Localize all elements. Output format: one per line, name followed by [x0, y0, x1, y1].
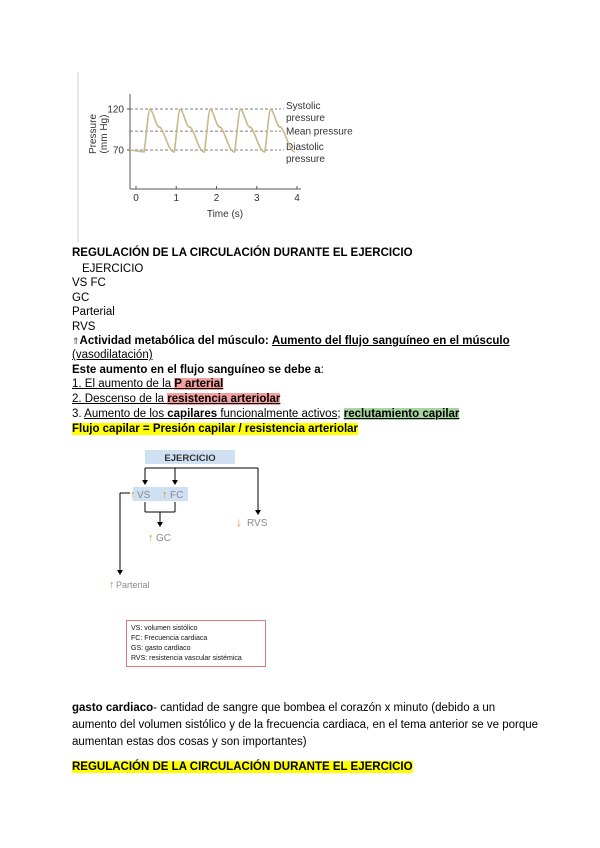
list-item-parterial: Parterial	[72, 306, 115, 318]
arrowhead-parterial	[117, 570, 123, 575]
list-item-ejercicio: EJERCICIO	[82, 263, 144, 275]
up-arrow-icon: ⇑	[72, 336, 80, 346]
x-tick-label: 3	[253, 193, 260, 204]
muscle-activity-line	[72, 334, 510, 348]
vasodilatation-note: (vasodilatación)	[72, 349, 153, 361]
x-tick-label: 0	[133, 193, 139, 204]
vs-label: VS	[137, 490, 151, 501]
formula-line	[72, 422, 358, 436]
vs-up-arrow-icon: ↑	[130, 489, 136, 501]
blood-pressure-chart	[70, 72, 370, 242]
arrowhead-fc	[172, 480, 178, 485]
x-tick-label: 1	[173, 193, 180, 204]
x-tick-label: 4	[294, 193, 300, 204]
section-title-repeat-text: REGULACIÓN DE LA CIRCULACIÓN DURANTE EL EJERCICIO	[72, 761, 413, 773]
pressure-waveform-line	[130, 109, 295, 152]
y-axis-label-line2: (mm Hg)	[99, 114, 110, 154]
y-axis-label	[88, 114, 110, 154]
cause-3-text-c: funcionalmente activos	[217, 408, 338, 420]
cause-3-semicolon: ;	[337, 408, 344, 420]
cause-1-highlight: P arterial	[174, 378, 224, 390]
reference-label: Mean pressure	[286, 126, 353, 138]
list-item-rvs: RVS	[72, 321, 96, 333]
arrowhead-rvs	[255, 510, 261, 515]
fc-label: FC	[170, 490, 184, 501]
fc-up-arrow-icon: ↑	[162, 489, 168, 501]
cause-3	[72, 407, 459, 421]
parterial-label: Parterial	[116, 580, 150, 590]
legend-item: RVS: resistencia vascular sistémica	[131, 655, 242, 662]
cause-2	[72, 392, 280, 406]
legend-item: VS: volumen sistólico	[131, 625, 198, 632]
section-title: REGULACIÓN DE LA CIRCULACIÓN DURANTE EL EJERCICIO	[72, 247, 413, 259]
causes-heading-colon: :	[320, 364, 324, 376]
cause-3-highlight: reclutamiento capilar	[343, 408, 460, 420]
gc-label: GC	[156, 533, 171, 544]
x-tick-label: 2	[213, 193, 220, 204]
chart-plot-area	[107, 94, 353, 204]
y-tick-label: 120	[107, 104, 124, 116]
gc-up-arrow-icon: ↑	[148, 532, 154, 544]
cause-2-text: 2. Descenso de la	[72, 393, 168, 405]
capillary-flow-formula: Flujo capilar = Presión capilar / resistencia arteriolar	[72, 423, 359, 435]
cause-1-text: 1. El aumento de la	[72, 378, 175, 390]
arrowhead-gc	[157, 522, 163, 527]
gasto-cardiaco-definition: - cantidad de sangre que bombea el corazón x minuto (debido a un aumento del volumen sistólico y de la frecuencia cardiaca, en el tema anterior se ve porque aumentan estas dos cosas y son importantes)	[72, 702, 539, 748]
ejercicio-label: EJERCICIO	[164, 453, 216, 464]
list-item-gc: GC	[72, 292, 90, 304]
arrowhead-vs	[142, 480, 148, 485]
rvs-label: RVS	[247, 518, 268, 529]
legend-item: GS: gasto cardiaco	[131, 645, 191, 652]
cause-2-highlight: resistencia arteriolar	[167, 393, 281, 405]
cause-1	[72, 377, 223, 391]
exercise-diagram	[100, 440, 300, 600]
rvs-down-arrow-icon: ↓	[236, 515, 242, 529]
cause-3-capilares: capilares	[167, 408, 218, 420]
reference-label: Systolic	[286, 101, 321, 112]
causes-heading	[72, 363, 324, 377]
y-axis-label-line1: Pressure	[88, 113, 99, 155]
gasto-cardiaco-term: gasto cardiaco	[72, 702, 154, 714]
gasto-cardiaco-paragraph	[72, 700, 542, 751]
reference-label: Diastolic	[286, 142, 324, 153]
abbreviation-legend	[126, 620, 266, 667]
cause-3-number: 3.	[72, 408, 85, 420]
legend-item: FC: Frecuencia cardiaca	[131, 635, 208, 642]
reference-label: pressure	[286, 113, 325, 124]
muscle-activity-label: Actividad metabólica del músculo:	[79, 335, 269, 347]
causes-heading-text: Este aumento en el flujo sanguíneo se debe a	[72, 364, 321, 376]
muscle-flow-increase: Aumento del flujo sanguíneo en el músculo	[271, 335, 510, 347]
y-tick-label: 70	[112, 145, 124, 157]
x-axis-label: Time (s)	[206, 209, 244, 220]
cause-3-text-a: Aumento de los	[84, 408, 168, 420]
section-title-repeat	[72, 760, 413, 774]
list-item-vs-fc: VS FC	[72, 277, 106, 289]
reference-label: pressure	[286, 154, 325, 165]
parterial-up-arrow-icon: ↑	[109, 579, 115, 591]
